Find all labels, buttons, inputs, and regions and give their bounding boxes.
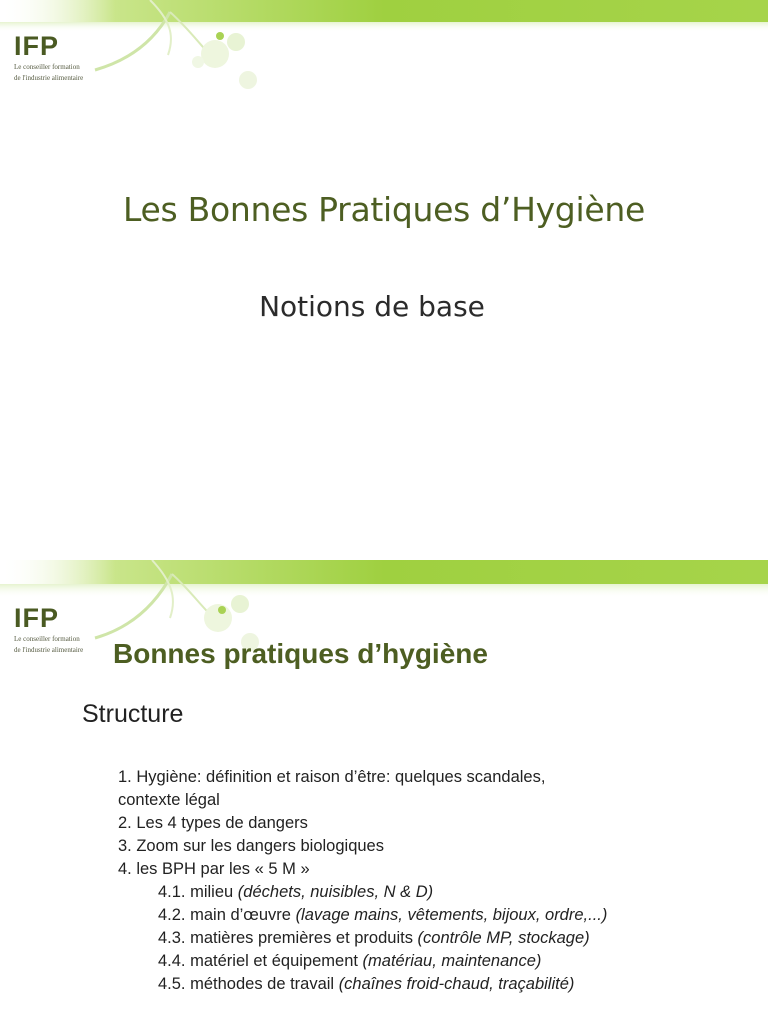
slide-subtitle: Notions de base	[259, 290, 485, 323]
outline-item	[118, 927, 738, 950]
outline-item-text: 2. Les 4 types de dangers	[118, 814, 308, 832]
outline-item	[118, 973, 738, 996]
outline-item	[118, 766, 738, 789]
outline-item	[118, 812, 738, 835]
outline-item-text: 3. Zoom sur les dangers biologiques	[118, 837, 384, 855]
logo-tagline-line2: de l'industrie alimentaire	[14, 74, 84, 82]
slide-separator	[0, 548, 768, 560]
ifp-logo	[14, 32, 104, 82]
outline-list	[118, 766, 738, 996]
outline-item-text: 4. les BPH par les « 5 M »	[118, 860, 310, 878]
outline-item-text: 1. Hygiène: définition et raison d’être: quelques scandales,	[118, 768, 546, 786]
header-banner	[0, 0, 768, 110]
outline-item	[118, 904, 738, 927]
outline-item-note: (matériau, maintenance)	[362, 952, 542, 970]
outline-item-text: 4.4. matériel et équipement	[158, 952, 363, 970]
outline-item-text: 4.3. matières premières et produits	[158, 929, 418, 947]
slide-title: Bonnes pratiques d’hygiène	[113, 638, 488, 669]
outline-item-note: (déchets, nuisibles, N & D)	[237, 883, 434, 901]
ifp-logo	[14, 604, 104, 654]
outline-item-note: (contrôle MP, stockage)	[417, 929, 590, 947]
logo-mark: IFP	[14, 31, 60, 61]
content-slide	[0, 560, 768, 1024]
outline-item-text: 4.1. milieu	[158, 883, 238, 901]
outline-item-note: (lavage mains, vêtements, bijoux, ordre,...)	[295, 906, 608, 924]
outline-item-text: 4.2. main d’œuvre	[158, 906, 296, 924]
logo-tagline-line1: Le conseiller formation	[14, 63, 80, 71]
outline-item-note: (chaînes froid-chaud, traçabilité)	[338, 975, 575, 993]
section-heading: Structure	[82, 700, 184, 728]
outline-item	[118, 789, 738, 812]
outline-item	[118, 858, 738, 881]
leaf-decoration-graphic	[0, 0, 768, 110]
outline-item-text: contexte légal	[118, 791, 220, 809]
logo-tagline-line1: Le conseiller formation	[14, 635, 80, 643]
slide-title: Les Bonnes Pratiques d’Hygiène	[123, 190, 645, 229]
outline-item	[118, 881, 738, 904]
logo-tagline-line2: de l'industrie alimentaire	[14, 646, 84, 654]
outline-item	[118, 835, 738, 858]
outline-item-text: 4.5. méthodes de travail	[158, 975, 339, 993]
outline-item	[118, 950, 738, 973]
logo-mark: IFP	[14, 603, 60, 633]
